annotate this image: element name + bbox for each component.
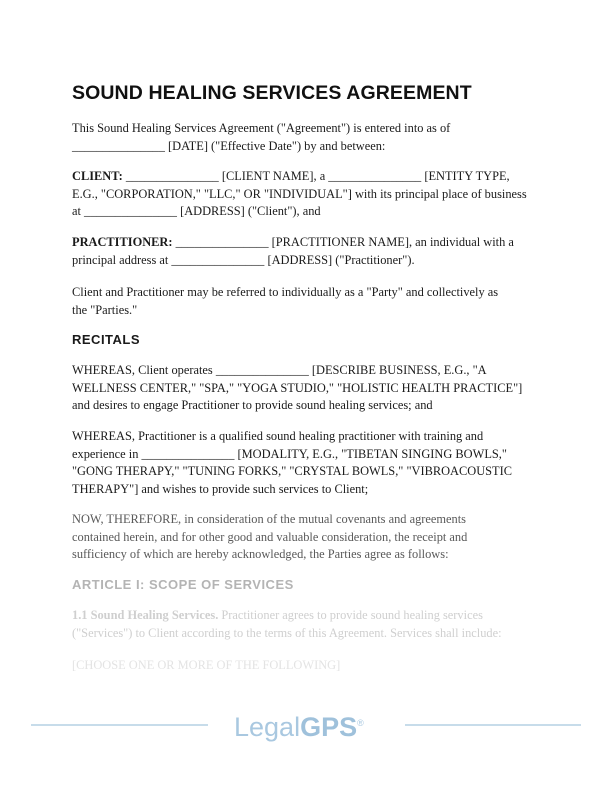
document-title: SOUND HEALING SERVICES AGREEMENT (72, 82, 472, 104)
now-therefore-line: NOW, THEREFORE, in consideration of the mutual covenants and agreements (72, 512, 467, 526)
now-therefore-paragraph (72, 511, 552, 564)
legalgps-logo (234, 707, 364, 743)
parties-line: Client and Practitioner may be referred to individually as a "Party" and collectively as (72, 285, 499, 299)
client-label: CLIENT: (72, 169, 123, 183)
now-therefore-line: contained herein, and for other good and valuable consideration, the receipt and (72, 529, 468, 544)
client-paragraph (72, 168, 552, 221)
logo-legal-text: Legal (234, 712, 301, 742)
footer-divider-right (405, 724, 581, 726)
footer-divider-left (31, 724, 208, 726)
whereas-line: WHEREAS, Client operates _______________ [DESCRIBE BUSINESS, E.G., "A (72, 363, 487, 377)
section-1-1-paragraph (72, 607, 552, 642)
logo-registered-mark: ® (357, 718, 364, 728)
client-line: _______________ [CLIENT NAME], a _______________ [ENTITY TYPE, (122, 169, 510, 183)
whereas-line: THERAPY"] and wishes to provide such services to Client; (72, 481, 369, 496)
client-line: E.G., "CORPORATION," "LLC," OR "INDIVIDUAL"] with its principal place of business (72, 186, 527, 201)
whereas-line: and desires to engage Practitioner to provide sound healing services; and (72, 398, 433, 413)
intro-line: _______________ [DATE] ("Effective Date") by and between: (72, 138, 386, 153)
client-line: at _______________ [ADDRESS] ("Client"), and (72, 204, 321, 219)
whereas-line: "GONG THERAPY," "TUNING FORKS," "CRYSTAL BOWLS," "VIBROACOUSTIC (72, 464, 513, 479)
whereas-line: experience in _______________ [MODALITY, E.G., "TIBETAN SINGING BOWLS," (72, 446, 507, 461)
practitioner-label: PRACTITIONER: (72, 235, 173, 249)
practitioner-line: _______________ [PRACTITIONER NAME], an individual with a (172, 235, 514, 249)
whereas-line: WHEREAS, Practitioner is a qualified sound healing practitioner with training and (72, 429, 484, 443)
whereas-paragraph-1 (72, 362, 552, 415)
section-1-1-line: Practitioner agrees to provide sound healing services (218, 608, 483, 622)
logo-gps-text: GPS (300, 712, 358, 742)
whereas-line: WELLNESS CENTER," "SPA," "YOGA STUDIO," "HOLISTIC HEALTH PRACTICE"] (72, 380, 523, 395)
recitals-heading: RECITALS (72, 332, 141, 347)
article-1-heading: ARTICLE I: SCOPE OF SERVICES (72, 577, 294, 592)
parties-line: the "Parties." (72, 302, 138, 317)
section-1-1-label: 1.1 Sound Healing Services. (72, 608, 219, 622)
practitioner-line: principal address at _______________ [ADDRESS] ("Practitioner"). (72, 252, 415, 267)
intro-paragraph (72, 120, 552, 155)
choose-options-line: [CHOOSE ONE OR MORE OF THE FOLLOWING] (72, 658, 341, 672)
practitioner-paragraph (72, 234, 552, 269)
parties-paragraph (72, 284, 552, 319)
whereas-paragraph-2 (72, 428, 552, 498)
now-therefore-line: sufficiency of which are hereby acknowledged, the Parties agree as follows: (72, 547, 449, 562)
section-1-1-line: ("Services") to Client according to the terms of this Agreement. Services shall include: (72, 625, 502, 640)
intro-line: This Sound Healing Services Agreement ("Agreement") is entered into as of (72, 121, 451, 135)
